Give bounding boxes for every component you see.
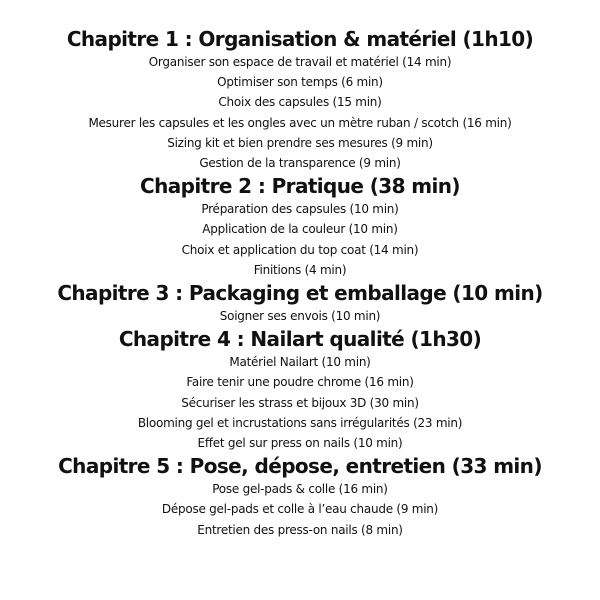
lesson-item: Soigner ses envois (10 min) [219, 309, 381, 324]
lesson-list [138, 352, 462, 453]
lesson-item: Dépose gel-pads et colle à l’eau chaude (9 min) [161, 502, 439, 517]
lesson-item: Sizing kit et bien prendre ses mesures (9 min) [167, 135, 433, 150]
lesson-item: Optimiser son temps (6 min) [217, 75, 383, 90]
lesson-item: Application de la couleur (10 min) [202, 222, 398, 237]
lesson-item: Sécuriser les strass et bijoux 3D (30 min) [181, 395, 419, 410]
lesson-item: Blooming gel et incrustations sans irrégularités (23 min) [137, 415, 463, 430]
chapter-title: Chapitre 5 : Pose, dépose, entretien (33 min) [58, 454, 542, 479]
lesson-item: Finitions (4 min) [253, 262, 347, 277]
lesson-item: Choix des capsules (15 min) [218, 95, 382, 110]
lesson-list [88, 52, 511, 173]
chapter-1 [67, 26, 533, 173]
lesson-list [162, 479, 438, 540]
chapter-4 [119, 326, 481, 453]
chapter-3 [57, 280, 542, 326]
lesson-list [182, 199, 419, 280]
chapter-2 [140, 173, 460, 280]
lesson-item: Gestion de la transparence (9 min) [199, 156, 401, 171]
chapter-title: Chapitre 4 : Nailart qualité (1h30) [118, 327, 482, 352]
lesson-item: Organiser son espace de travail et matériel (14 min) [148, 55, 452, 69]
lesson-item: Choix et application du top coat (14 min) [181, 242, 419, 257]
lesson-item: Mesurer les capsules et les ongles avec un mètre ruban / scotch (16 min) [88, 115, 512, 130]
chapter-5 [58, 453, 542, 540]
lesson-item: Pose gel-pads & colle (16 min) [212, 482, 388, 497]
chapter-title: Chapitre 1 : Organisation & matériel (1h10) [66, 27, 534, 51]
lesson-list [220, 306, 381, 326]
lesson-item: Préparation des capsules (10 min) [201, 202, 399, 217]
chapter-title: Chapitre 2 : Pratique (38 min) [140, 174, 460, 199]
lesson-item: Matériel Nailart (10 min) [229, 355, 371, 370]
lesson-item: Faire tenir une poudre chrome (16 min) [186, 375, 414, 390]
lesson-item: Effet gel sur press on nails (10 min) [197, 436, 403, 451]
lesson-item: Entretien des press-on nails (8 min) [197, 522, 403, 537]
chapter-title: Chapitre 3 : Packaging et emballage (10 min) [57, 281, 543, 306]
